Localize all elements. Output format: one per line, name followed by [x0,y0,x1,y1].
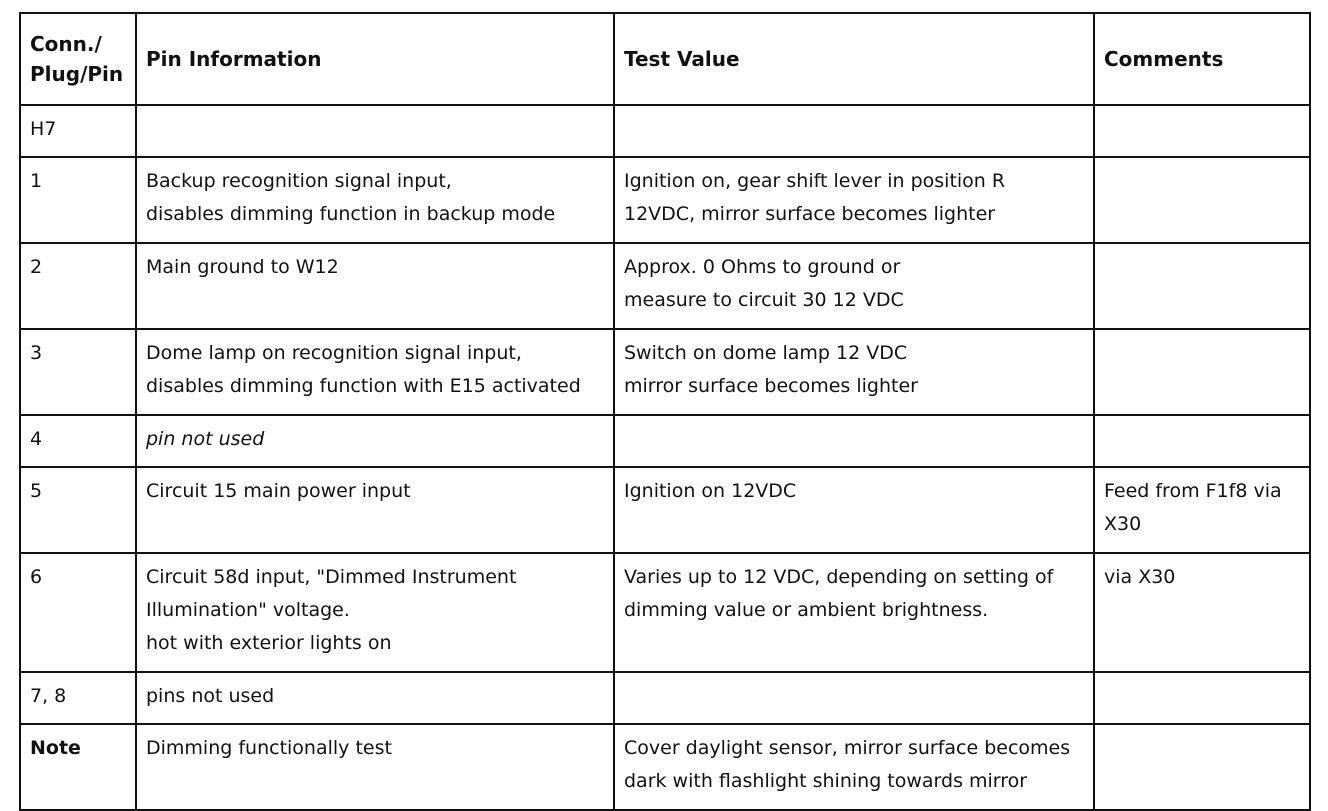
cell-comments [1094,105,1310,157]
cell-test-value: Switch on dome lamp 12 VDC mirror surface becomes lighter [614,329,1094,415]
cell-comments [1094,157,1310,243]
cell-pin-info: Backup recognition signal input, disables dimming function in backup mode [136,157,614,243]
table-row-pin-3 [20,329,1310,415]
cell-comments [1094,243,1310,329]
cell-pin-info: Main ground to W12 [136,243,614,329]
table-row-pin-2 [20,243,1310,329]
cell-pin-info [136,105,614,157]
cell-pin-info: Circuit 58d input, "Dimmed Instrument Illumination" voltage. hot with exterior lights on [136,553,614,672]
pin-information-table [19,12,1311,811]
cell-test-value [614,415,1094,467]
cell-pin-info: pins not used [136,672,614,724]
cell-test-value: Approx. 0 Ohms to ground or measure to circuit 30 12 VDC [614,243,1094,329]
cell-conn: 6 [20,553,136,672]
table-row-h7 [20,105,1310,157]
cell-conn: H7 [20,105,136,157]
cell-comments [1094,672,1310,724]
cell-comments: Feed from F1f8 via X30 [1094,467,1310,553]
cell-conn: Note [20,724,136,810]
cell-test-value: Varies up to 12 VDC, depending on setting of dimming value or ambient brightness. [614,553,1094,672]
header-pin-information: Pin Information [136,13,614,105]
table-row-pins-7-8 [20,672,1310,724]
cell-conn: 4 [20,415,136,467]
cell-pin-info: Dome lamp on recognition signal input, disables dimming function with E15 activated [136,329,614,415]
table-row-pin-4 [20,415,1310,467]
header-test-value: Test Value [614,13,1094,105]
cell-test-value: Ignition on, gear shift lever in position R 12VDC, mirror surface becomes lighter [614,157,1094,243]
table-row-pin-5 [20,467,1310,553]
cell-comments [1094,415,1310,467]
cell-test-value [614,105,1094,157]
cell-pin-info: Dimming functionally test [136,724,614,810]
header-comments: Comments [1094,13,1310,105]
cell-conn: 1 [20,157,136,243]
cell-conn: 2 [20,243,136,329]
table-header-row [20,13,1310,105]
cell-pin-info: Circuit 15 main power input [136,467,614,553]
cell-comments [1094,329,1310,415]
table-row-note [20,724,1310,810]
cell-comments [1094,724,1310,810]
pin-information-document [19,12,1311,811]
cell-pin-info: pin not used [136,415,614,467]
cell-conn: 7, 8 [20,672,136,724]
table-row-pin-6 [20,553,1310,672]
cell-comments: via X30 [1094,553,1310,672]
cell-conn: 5 [20,467,136,553]
cell-test-value [614,672,1094,724]
cell-test-value: Cover daylight sensor, mirror surface becomes dark with flashlight shining towards mirror [614,724,1094,810]
cell-conn: 3 [20,329,136,415]
table-row-pin-1 [20,157,1310,243]
header-conn-plug-pin: Conn./ Plug/Pin [20,13,136,105]
cell-test-value: Ignition on 12VDC [614,467,1094,553]
